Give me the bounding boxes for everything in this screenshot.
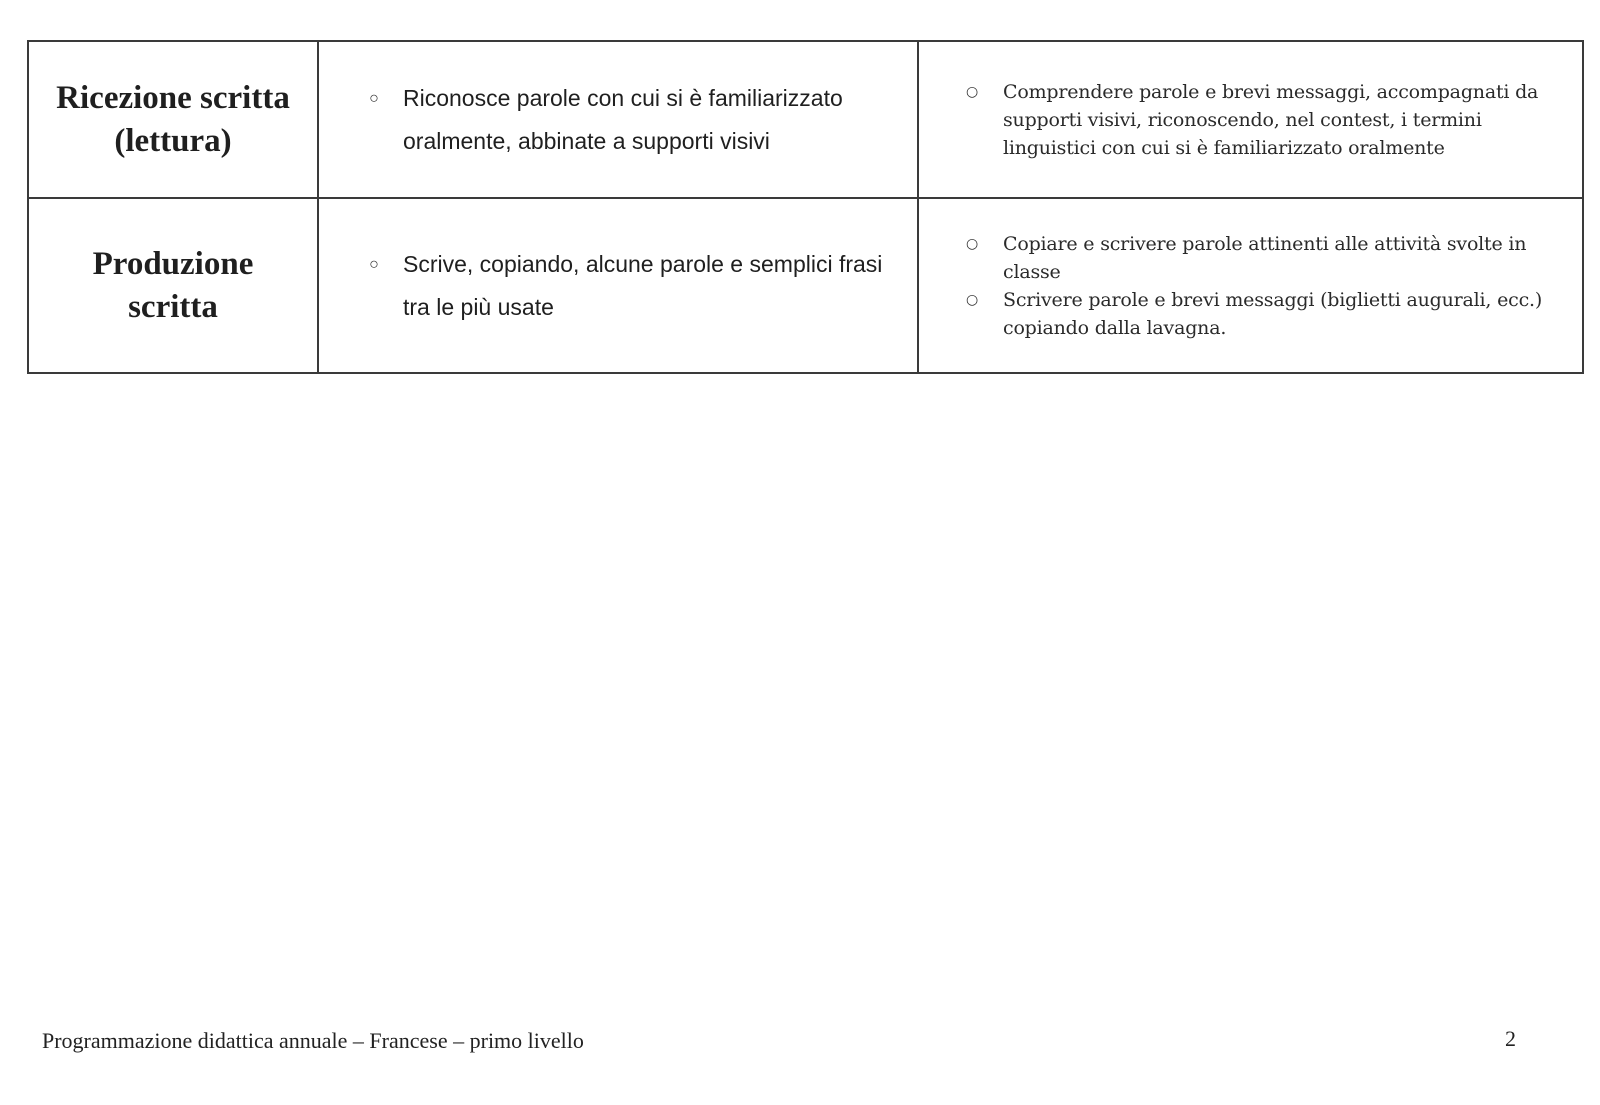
- area-cell: [28, 198, 318, 373]
- table-row: [28, 41, 1583, 198]
- area-title-line: scritta: [128, 288, 218, 325]
- list-item-text: Scrivere parole e brevi messaggi (biglietti augurali, ecc.) copiando dalla lavagna.: [1003, 288, 1543, 339]
- traguardi-cell: [318, 41, 918, 198]
- circle-bullet-icon: ○: [369, 89, 379, 107]
- footer-text: Programmazione didattica annuale – Francese – primo livello: [42, 1028, 584, 1053]
- area-title-line: (lettura): [114, 122, 232, 159]
- list-item-text: Copiare e scrivere parole attinenti alle attività svolte in classe: [1003, 232, 1527, 283]
- list-item: [965, 78, 1552, 162]
- traguardi-list: [319, 243, 917, 329]
- traguardi-list: [319, 77, 917, 163]
- list-item-text: Riconosce parole con cui si è familiarizzato oralmente, abbinate a supporti visivi: [403, 84, 843, 154]
- curriculum-table: [27, 40, 1584, 374]
- obiettivi-cell: [918, 198, 1583, 373]
- obiettivi-list: [919, 230, 1582, 342]
- area-title-line: Produzione: [92, 245, 254, 282]
- obiettivi-cell: [918, 41, 1583, 198]
- area-title-line: Ricezione scritta: [56, 79, 290, 116]
- area-cell: [28, 41, 318, 198]
- list-item-text: Scrive, copiando, alcune parole e semplici frasi tra le più usate: [403, 250, 883, 320]
- obiettivi-list: [919, 78, 1582, 162]
- list-item: [367, 77, 897, 163]
- circle-bullet-icon: ○: [965, 291, 979, 308]
- table-row: [28, 198, 1583, 373]
- list-item-text: Comprendere parole e brevi messaggi, accompagnati da supporti visivi, riconoscendo, nel contest, i termini linguistici con cui si è familiarizzato oralmente: [1003, 80, 1539, 159]
- circle-bullet-icon: ○: [369, 255, 379, 273]
- area-title: [29, 243, 317, 329]
- list-item: [367, 243, 897, 329]
- area-title: [29, 77, 317, 163]
- circle-bullet-icon: ○: [965, 83, 979, 100]
- circle-bullet-icon: ○: [965, 235, 979, 252]
- list-item: [965, 230, 1552, 286]
- traguardi-cell: [318, 198, 918, 373]
- page-number: 2: [1505, 1026, 1516, 1051]
- list-item: [965, 286, 1552, 342]
